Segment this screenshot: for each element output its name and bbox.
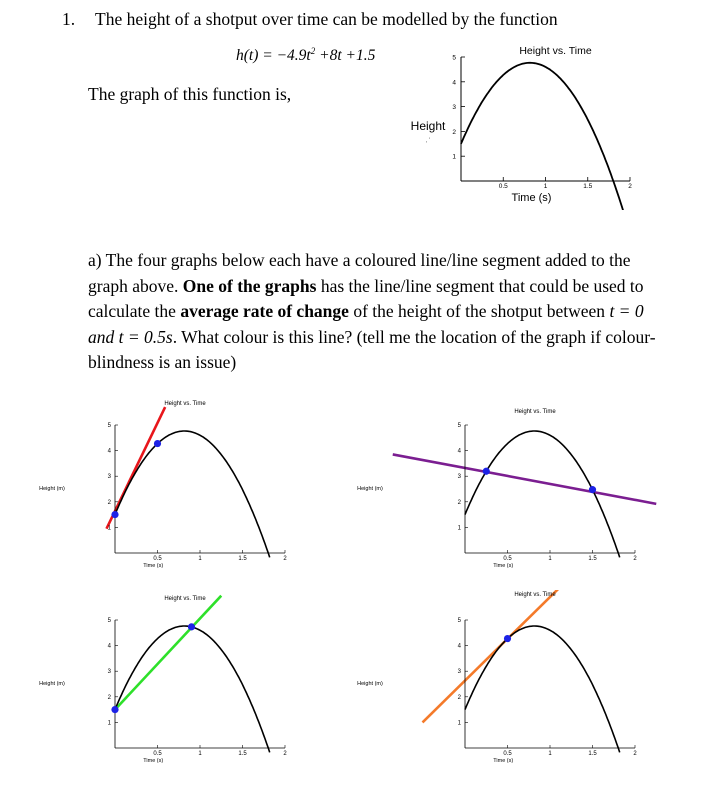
small-y-tick-label: 1 bbox=[457, 720, 461, 727]
main-height-time-chart bbox=[400, 40, 640, 210]
small-y-tick-label: 4 bbox=[107, 643, 111, 650]
small-y-axis-label: Height (m) bbox=[39, 486, 65, 492]
main-x-tick-label: 1.5 bbox=[583, 183, 593, 190]
small-y-tick-label: 2 bbox=[107, 694, 111, 701]
colored-line-segment bbox=[393, 454, 657, 503]
main-x-tick-label: 2 bbox=[628, 183, 632, 190]
main-chart-title: Height vs. Time bbox=[519, 45, 592, 57]
small-height-curve bbox=[465, 431, 620, 557]
small-height-curve bbox=[115, 626, 270, 752]
small-x-tick-label: 1 bbox=[548, 556, 552, 562]
small-x-tick-label: 0.5 bbox=[153, 751, 162, 757]
small-x-tick-label: 0.5 bbox=[503, 556, 512, 562]
graph-intro-text: The graph of this function is, bbox=[88, 84, 292, 104]
small-y-tick-label: 5 bbox=[107, 423, 111, 429]
main-y-tick-label: 4 bbox=[452, 79, 456, 87]
time-interval-math: t = 0 and t = 0.5s bbox=[88, 301, 644, 347]
small-y-tick-label: 1 bbox=[107, 525, 111, 532]
small-x-tick-label: 1.5 bbox=[588, 751, 597, 757]
question-text: The height of a shotput over time can be modelled by the function bbox=[95, 9, 558, 29]
graph-green-line bbox=[0, 590, 320, 780]
small-x-tick-label: 1 bbox=[198, 556, 202, 562]
small-x-axis-label: Time (s) bbox=[493, 758, 514, 764]
small-y-tick-label: 3 bbox=[107, 669, 111, 676]
graph-red-line bbox=[0, 395, 320, 585]
main-x-tick-label: 0.5 bbox=[498, 183, 508, 190]
small-x-tick-label: 2 bbox=[283, 556, 287, 562]
main-x-tick-label: 1 bbox=[543, 183, 548, 190]
main-y-axis-label-dots: , ' bbox=[425, 138, 431, 144]
main-x-axis-label: Time (s) bbox=[511, 192, 552, 204]
height-formula: $h(t) = -4.9t^2 +8t +1.5$ bbox=[236, 46, 376, 65]
main-y-tick-label: 2 bbox=[452, 128, 456, 136]
intersection-point bbox=[154, 440, 161, 447]
small-chart-title: Height vs. Time bbox=[514, 592, 556, 598]
small-x-axis-label: Time (s) bbox=[493, 563, 514, 569]
small-y-tick-label: 1 bbox=[457, 525, 461, 532]
question-number: 1. bbox=[62, 9, 76, 29]
small-x-tick-label: 2 bbox=[633, 751, 637, 757]
small-y-tick-label: 3 bbox=[457, 669, 461, 676]
colored-line-segment bbox=[423, 590, 568, 722]
graph-orange-line bbox=[350, 590, 670, 780]
small-y-tick-label: 2 bbox=[457, 694, 461, 701]
small-y-tick-label: 2 bbox=[107, 499, 111, 506]
intersection-point bbox=[504, 635, 511, 642]
intersection-point bbox=[188, 623, 195, 630]
small-y-tick-label: 3 bbox=[457, 474, 461, 481]
small-y-tick-label: 4 bbox=[107, 448, 111, 455]
small-y-tick-label: 2 bbox=[457, 499, 461, 506]
small-y-tick-label: 3 bbox=[107, 474, 111, 481]
small-chart-title: Height vs. Time bbox=[164, 401, 206, 407]
intersection-point bbox=[111, 706, 118, 713]
main-y-tick-label: 3 bbox=[452, 104, 456, 112]
small-x-tick-label: 1 bbox=[198, 751, 202, 757]
small-chart-title: Height vs. Time bbox=[164, 596, 206, 602]
small-x-tick-label: 0.5 bbox=[503, 751, 512, 757]
small-y-tick-label: 5 bbox=[457, 423, 461, 429]
main-y-axis-label: Height bbox=[410, 119, 446, 133]
small-y-axis-label: Height (m) bbox=[357, 681, 383, 687]
small-x-tick-label: 2 bbox=[633, 556, 637, 562]
small-x-tick-label: 2 bbox=[283, 751, 287, 757]
intersection-point bbox=[589, 486, 596, 493]
bold-average-rate: average rate of change bbox=[180, 301, 349, 321]
small-x-tick-label: 1 bbox=[548, 751, 552, 757]
small-chart-title: Height vs. Time bbox=[514, 409, 556, 415]
small-height-curve bbox=[115, 431, 270, 557]
small-y-axis-label: Height (m) bbox=[357, 486, 383, 492]
small-x-axis-label: Time (s) bbox=[143, 563, 164, 569]
small-y-axis-label: Height (m) bbox=[39, 681, 65, 687]
graph-purple-line bbox=[350, 395, 670, 585]
small-x-tick-label: 1.5 bbox=[238, 556, 247, 562]
small-y-tick-label: 4 bbox=[457, 643, 461, 650]
small-x-tick-label: 0.5 bbox=[153, 556, 162, 562]
bold-one-of-graphs: One of the graphs bbox=[182, 275, 317, 296]
small-y-tick-label: 5 bbox=[457, 618, 461, 624]
main-y-tick-label: 5 bbox=[452, 54, 456, 62]
small-y-tick-label: 5 bbox=[107, 618, 111, 624]
small-y-tick-label: 1 bbox=[107, 720, 111, 727]
part-a-question: a) The four graphs below each have a coloured line/line segment added to the graph above. One of the graphs has the line/line segment that could be used to calculate the average rate of change of the height of the shotput between t = 0 and t = 0.5s. What colour is this line? (tell me the location of the graph if colour-blindness is an issue) bbox=[88, 250, 656, 372]
small-x-axis-label: Time (s) bbox=[143, 758, 164, 764]
main-y-tick-label: 1 bbox=[452, 153, 456, 161]
small-y-tick-label: 4 bbox=[457, 448, 461, 455]
small-x-tick-label: 1.5 bbox=[238, 751, 247, 757]
intersection-point bbox=[111, 511, 118, 518]
colored-line-segment bbox=[115, 596, 221, 710]
small-height-curve bbox=[465, 626, 620, 752]
intersection-point bbox=[483, 468, 490, 475]
small-x-tick-label: 1.5 bbox=[588, 556, 597, 562]
